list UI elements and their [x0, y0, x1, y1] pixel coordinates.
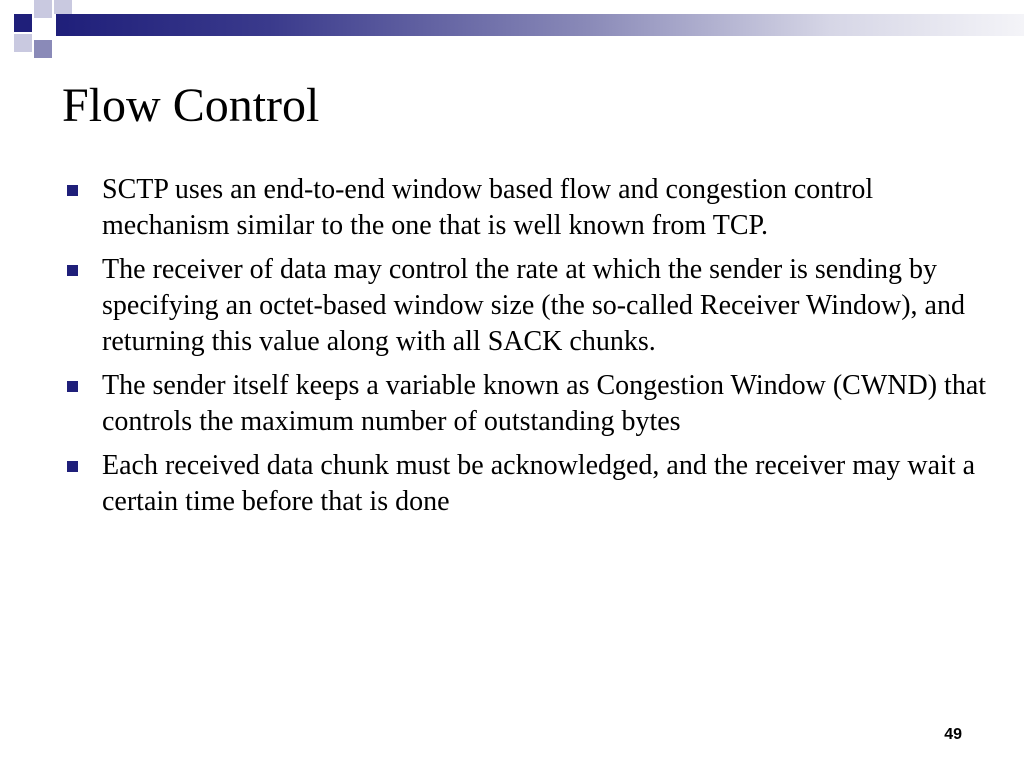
bullet-text: Each received data chunk must be acknowledged, and the receiver may wait a certain time before that is done — [102, 450, 976, 517]
bullet-text: The sender itself keeps a variable known as Congestion Window (CWND) that controls the maximum number of outstanding bytes — [102, 370, 987, 437]
decorative-square — [54, 0, 72, 14]
decorative-square — [14, 14, 32, 32]
bullet-item — [64, 252, 1004, 360]
bullet-text: The receiver of data may control the rate at which the sender is sending by specifying an octet-based window size (the so-called Receiver Window), and returning this value along with all SACK chunks. — [102, 254, 965, 357]
bullet-list — [64, 172, 1004, 528]
decorative-square — [34, 40, 52, 58]
square-bullet-icon — [67, 381, 78, 392]
square-bullet-icon — [67, 185, 78, 196]
slide-title: Flow Control — [62, 79, 320, 132]
header-decoration-bar — [56, 14, 1024, 36]
decorative-square — [34, 0, 52, 18]
square-bullet-icon — [67, 461, 78, 472]
square-bullet-icon — [67, 265, 78, 276]
decorative-square — [14, 34, 32, 52]
bullet-text: SCTP uses an end-to-end window based flow and congestion control mechanism similar to the one that is well known from TCP. — [102, 174, 874, 241]
bullet-item — [64, 448, 1004, 520]
page-number: 49 — [944, 726, 962, 743]
bullet-item — [64, 368, 1004, 440]
bullet-item — [64, 172, 1004, 244]
